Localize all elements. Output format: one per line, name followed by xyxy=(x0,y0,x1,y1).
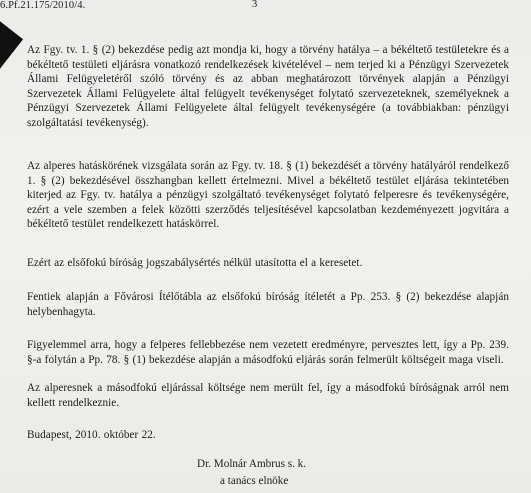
signature-name: Dr. Molnár Ambrus s. k. xyxy=(197,458,307,470)
paragraph-1: Az Fgy. tv. 1. § (2) bekezdése pedig azt mondja ki, hogy a törvény hatálya – a békéltető testületekre és a békéltető testületi eljárásra vonatkozó rendelkezések kivételével – nem terjed ki a Pénzügyi Szervezetek Állami Felügyeletéről szóló törvény és az abban meghatározott törvények alapján a Pénzügyi Szervezetek Állami Felügyelete által felügyelt tevékenységet folytató szervezeteknek, személyeknek a Pénzügyi Szervezetek Állami Felügyelete által felügyelt tevékenységére (a továbbiakban: pénzügyi szolgáltatási tevékenység). xyxy=(27,44,509,129)
signature-title: a tanács elnöke xyxy=(220,475,289,487)
place-date: Budapest, 2010. október 22. xyxy=(27,429,156,441)
paragraph-3: Ezért az elsőfokú bíróság jogszabálysértés nélkül utasította el a keresetet. xyxy=(27,257,363,269)
case-number: 6.Pf.21.175/2010/4. xyxy=(0,0,86,11)
scan-corner-shadow xyxy=(0,0,23,94)
paragraph-5: Figyelemmel arra, hogy a felperes fellebbezése nem vezetett eredményre, pervesztes lett, így a Pp. 239. §-a folytán a Pp. 78. § (1) bekezdése alapján a másodfokú eljárás során felmerült költségeit maga viseli. xyxy=(27,339,509,366)
paragraph-2: Az alperes hatáskörének vizsgálata során az Fgy. tv. 18. § (1) bekezdését a törvény hatályáról rendelkező 1. § (2) bekezdésével összhangban kellett értelmezni. Mivel a békéltető testület eljárása tekintetében kiterjed az Fgy. tv. hatálya a pénzügyi szolgáltató tevékenységet folytató felperesre és tevékenységére, ezért a vele szemben a felek közötti szerződés teljesítésével kapcsolatban kezdeményezett jogvitára a békéltető testület rendelkezett hatáskörrel. xyxy=(27,160,509,231)
paragraph-4: Fentiek alapján a Fővárosi Ítélőtábla az elsőfokú bíróság ítéletét a Pp. 253. § (2) bekezdése alapján helybenhagyta. xyxy=(27,291,509,318)
page-number: 3 xyxy=(252,0,258,10)
paragraph-6: Az alperesnek a másodfokú eljárással költsége nem merült fel, így a másodfokú bíróságnak arról nem kellett rendelkeznie. xyxy=(27,382,509,409)
